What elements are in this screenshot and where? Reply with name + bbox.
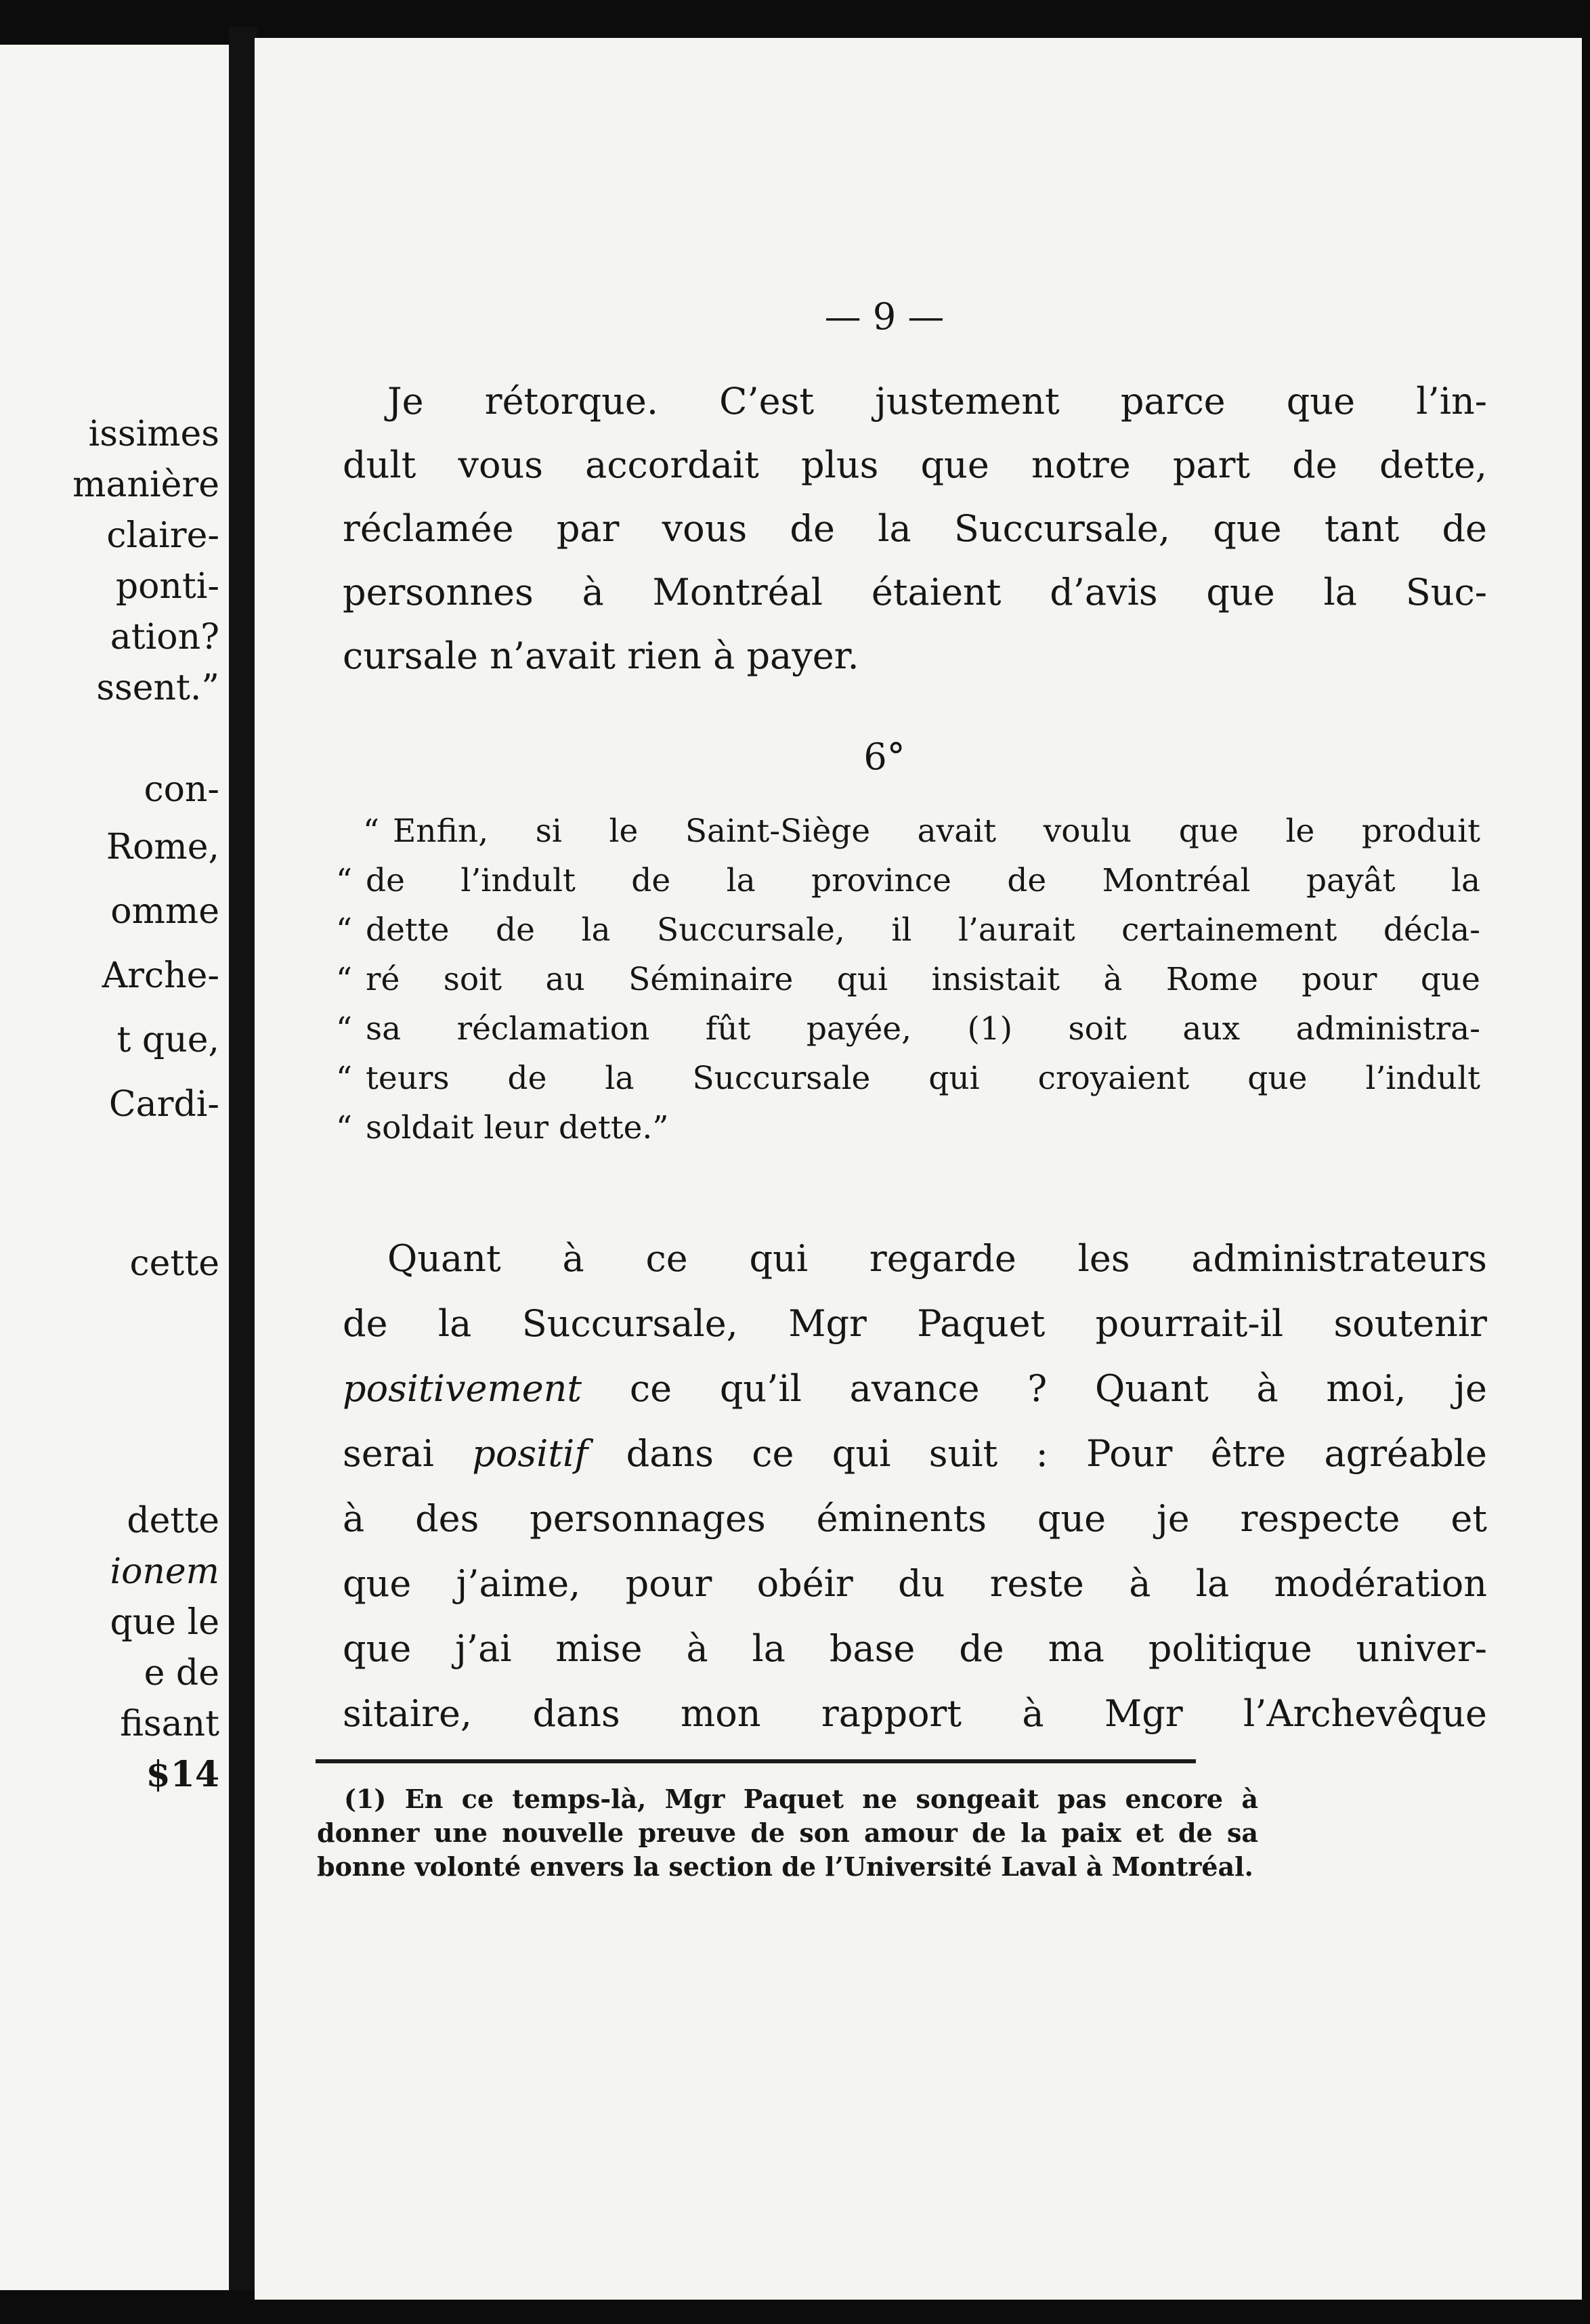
left-page-fragment: e de bbox=[144, 1653, 219, 1694]
italic-word: positif bbox=[472, 1432, 588, 1475]
quote-line-text: dette de la Succursale, il l’aurait certainement décla- bbox=[366, 911, 1480, 949]
left-page-fragment: omme bbox=[110, 891, 219, 932]
quote-mark: “ bbox=[363, 813, 380, 850]
paragraph-line: réclamée par vous de la Succursale, que tant de bbox=[343, 507, 1487, 550]
paragraph-line: dult vous accordait plus que notre part de dette, bbox=[343, 444, 1487, 486]
quote-line-text: teurs de la Succursale qui croyaient que l’indult bbox=[366, 1060, 1480, 1097]
quote-line bbox=[336, 1054, 1480, 1103]
quote-mark: “ bbox=[336, 862, 353, 899]
footnote-rule bbox=[316, 1759, 1196, 1763]
left-page-fragment: ionem bbox=[110, 1551, 219, 1592]
left-page-fragment: dette bbox=[127, 1501, 219, 1541]
document-page bbox=[255, 38, 1582, 2300]
paragraph-line: cursale n’avait rien à payer. bbox=[343, 634, 859, 677]
left-facing-page bbox=[0, 45, 229, 2290]
quote-mark: “ bbox=[336, 911, 353, 949]
quote-line-text: sa réclamation fût payée, (1) soit aux administra- bbox=[366, 1010, 1480, 1048]
quote-line bbox=[336, 1004, 1480, 1054]
paragraph-line: personnes à Montréal étaient d’avis que la Suc- bbox=[343, 571, 1487, 614]
left-page-fragment: manière bbox=[72, 465, 219, 505]
paragraph-line: que j’ai mise à la base de ma politique univer- bbox=[343, 1627, 1487, 1670]
left-page-fragment: issimes bbox=[88, 414, 219, 454]
paragraph-line bbox=[343, 1356, 1487, 1421]
paragraph-retorque bbox=[343, 370, 1487, 688]
left-page-fragment: t que, bbox=[116, 1020, 219, 1060]
quote-mark: “ bbox=[336, 961, 353, 998]
left-page-fragment: ation? bbox=[110, 617, 219, 658]
left-page-fragment: cette bbox=[129, 1243, 219, 1284]
quote-mark: “ bbox=[336, 1010, 353, 1048]
left-page-fragment: Cardi- bbox=[108, 1084, 219, 1125]
left-page-fragment: ssent.” bbox=[96, 668, 219, 708]
left-page-fragment: con- bbox=[144, 769, 219, 810]
paragraph-line: Quant à ce qui regarde les administrateurs bbox=[387, 1237, 1487, 1280]
quote-mark: “ bbox=[336, 1060, 353, 1097]
paragraph-line: que j’aime, pour obéir du reste à la modération bbox=[343, 1562, 1487, 1605]
footnote bbox=[317, 1782, 1258, 1884]
left-page-fragment: fisant bbox=[120, 1704, 219, 1744]
quote-line bbox=[336, 905, 1480, 955]
quote-line bbox=[336, 955, 1480, 1004]
paragraph-line: de la Succursale, Mgr Paquet pourrait-il soutenir bbox=[343, 1302, 1487, 1345]
section-number: 6° bbox=[863, 735, 905, 778]
left-page-fragment: $14 bbox=[146, 1754, 219, 1795]
quote-line bbox=[336, 1103, 1480, 1153]
left-page-fragment: Rome, bbox=[106, 827, 219, 867]
paragraph-line: sitaire, dans mon rapport à Mgr l’Archevêque bbox=[343, 1692, 1487, 1735]
line-text: dans ce qui suit : Pour être agréable bbox=[588, 1432, 1487, 1475]
line-text: ce qu’il avance ? Quant à moi, je bbox=[582, 1367, 1487, 1410]
quote-line bbox=[336, 806, 1480, 856]
paragraph-line bbox=[343, 1421, 1487, 1486]
quoted-passage bbox=[336, 806, 1480, 1153]
paragraph-line: à des personnages éminents que je respecte et bbox=[343, 1497, 1487, 1540]
left-page-fragment: Arche- bbox=[102, 955, 219, 996]
line-text: serai bbox=[343, 1432, 473, 1475]
left-page-fragment: que le bbox=[110, 1602, 219, 1643]
paragraph-quant bbox=[343, 1226, 1487, 1746]
quote-line bbox=[336, 856, 1480, 905]
quote-line-text: de l’indult de la province de Montréal payât la bbox=[366, 862, 1480, 899]
left-page-fragment: claire- bbox=[106, 515, 219, 556]
paragraph-line: Je rétorque. C’est justement parce que l’in- bbox=[387, 380, 1487, 423]
quote-line-text: ré soit au Séminaire qui insistait à Rome pour que bbox=[366, 961, 1480, 998]
italic-word: positivement bbox=[343, 1367, 582, 1410]
page-number: — 9 — bbox=[824, 295, 945, 338]
quote-line-text: soldait leur dette.” bbox=[366, 1109, 669, 1146]
quote-mark: “ bbox=[336, 1109, 353, 1146]
footnote-text: (1) En ce temps-là, Mgr Paquet ne songeait pas encore à donner une nouvelle preuve de son amour de la paix et de sa bonne volonté envers la section de l’Université Laval à Montréal. bbox=[317, 1784, 1258, 1882]
page-gutter bbox=[229, 27, 257, 2290]
quote-line-text: Enfin, si le Saint-Siège avait voulu que le produit bbox=[393, 813, 1480, 850]
left-page-fragment: ponti- bbox=[115, 566, 219, 607]
